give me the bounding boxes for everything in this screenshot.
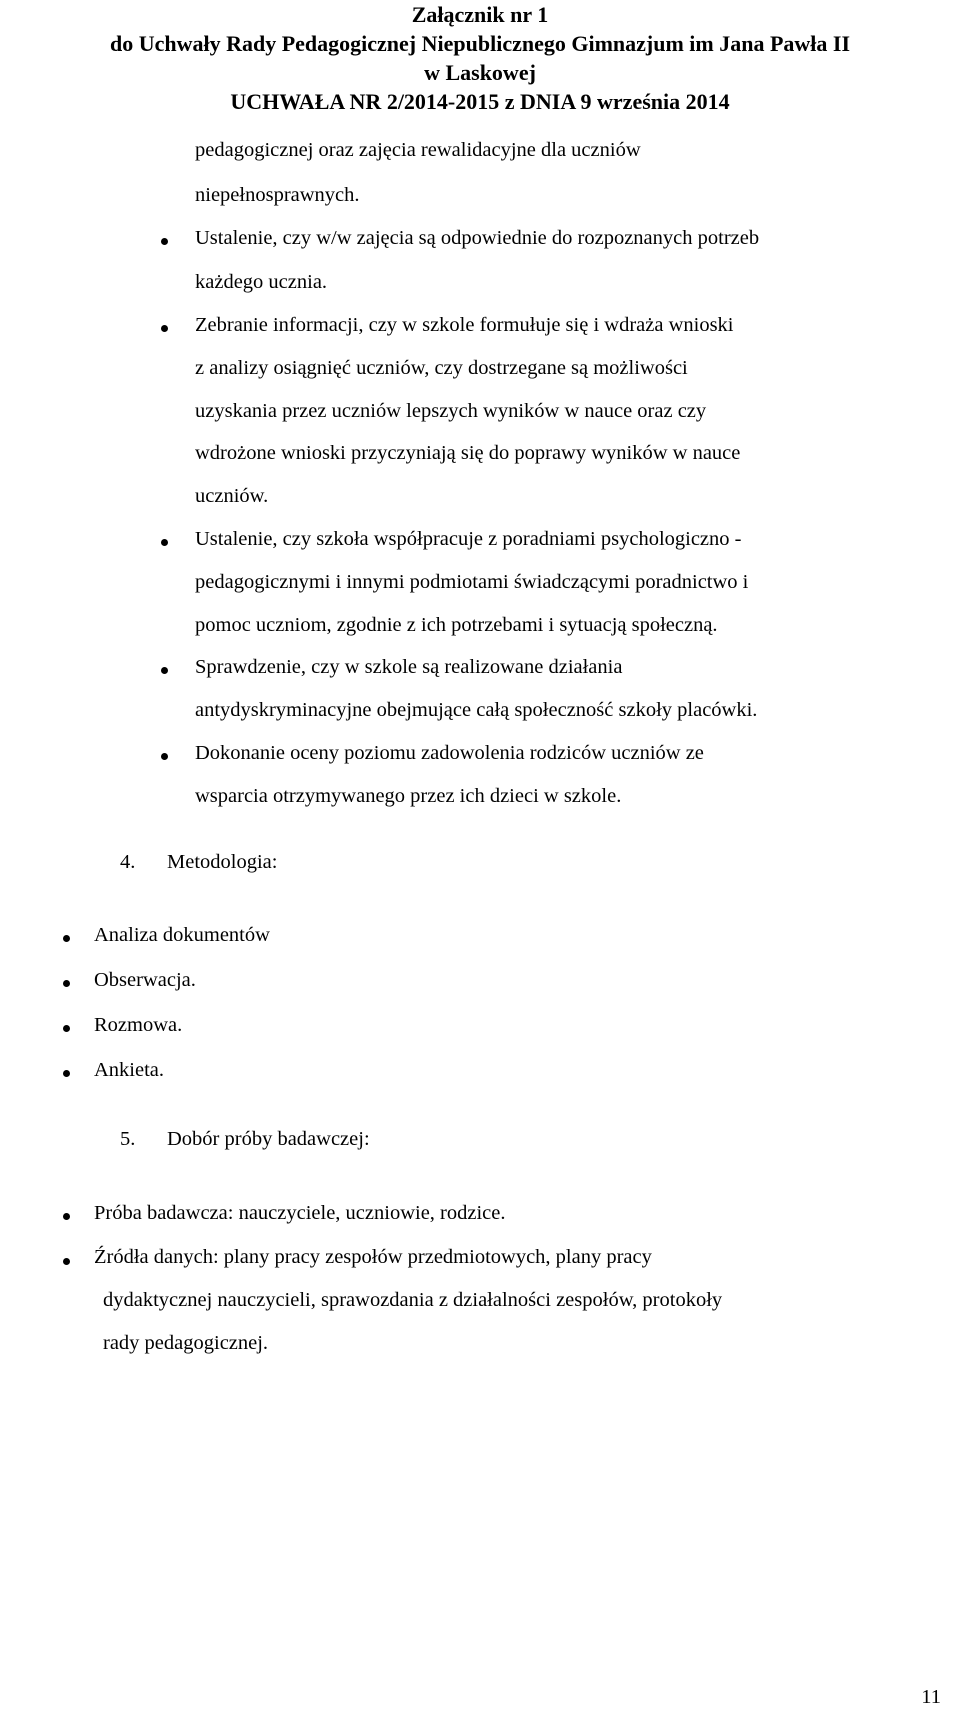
bullet-icon [63,1025,70,1032]
text-line: pedagogicznymi i innymi podmiotami świadczącymi poradnictwo i [195,571,749,593]
header-line-1: Załącznik nr 1 [411,2,549,27]
text-line: Ustalenie, czy szkoła współpracuje z poradniami psychologiczno - [195,528,742,550]
list-item: Analiza dokumentów [94,924,270,946]
bullet-icon [63,980,70,987]
bullet-icon [161,238,168,245]
text-line: antydyskryminacyjne obejmujące całą społeczność szkoły placówki. [195,699,758,721]
header-line-4: UCHWAŁA NR 2/2014-2015 z DNIA 9 września 2014 [230,89,730,114]
bullet-icon [161,667,168,674]
list-item: Źródła danych: plany pracy zespołów przedmiotowych, plany pracy [94,1246,652,1268]
text-line: uzyskania przez uczniów lepszych wyników w nauce oraz czy [195,400,707,422]
page-header [0,0,960,116]
header-line-2: do Uchwały Rady Pedagogicznej Niepublicznego Gimnazjum im Jana Pawła II [109,31,851,56]
text-line: Zebranie informacji, czy w szkole formułuje się i wdraża wnioski [195,314,734,336]
bullet-icon [161,539,168,546]
section-title: Dobór próby badawczej: [167,1128,370,1150]
text-line: Dokonanie oceny poziomu zadowolenia rodziców uczniów ze [195,742,704,764]
section-number: 4. [120,851,136,873]
text-line: pedagogicznej oraz zajęcia rewalidacyjne dla uczniów [195,139,641,161]
text-line: Sprawdzenie, czy w szkole są realizowane działania [195,656,623,678]
text-line: Ustalenie, czy w/w zajęcia są odpowiednie do rozpoznanych potrzeb [195,227,760,249]
section-title: Metodologia: [167,851,278,873]
section-number: 5. [120,1128,136,1150]
text-line: pomoc uczniom, zgodnie z ich potrzebami i sytuacją społeczną. [195,614,718,636]
text-line: wdrożone wnioski przyczyniają się do poprawy wyników w nauce [195,442,741,464]
bullet-icon [161,325,168,332]
text-line: każdego ucznia. [195,271,328,293]
list-item: Próba badawcza: nauczyciele, uczniowie, rodzice. [94,1202,506,1224]
page-number: 11 [921,1686,941,1708]
bullet-icon [63,1258,70,1265]
text-line: dydaktycznej nauczycieli, sprawozdania z działalności zespołów, protokoły [103,1289,723,1311]
bullet-icon [161,753,168,760]
text-line: wsparcia otrzymywanego przez ich dzieci w szkole. [195,785,622,807]
text-line: z analizy osiągnięć uczniów, czy dostrzegane są możliwości [195,357,688,379]
list-item: Rozmowa. [94,1014,183,1036]
text-line: rady pedagogicznej. [103,1332,269,1354]
bullet-icon [63,1070,70,1077]
bullet-icon [63,935,70,942]
text-line: niepełnosprawnych. [195,184,360,206]
list-item: Obserwacja. [94,969,196,991]
header-line-3: w Laskowej [424,60,536,85]
text-line: uczniów. [195,485,269,507]
bullet-icon [63,1213,70,1220]
list-item: Ankieta. [94,1059,165,1081]
